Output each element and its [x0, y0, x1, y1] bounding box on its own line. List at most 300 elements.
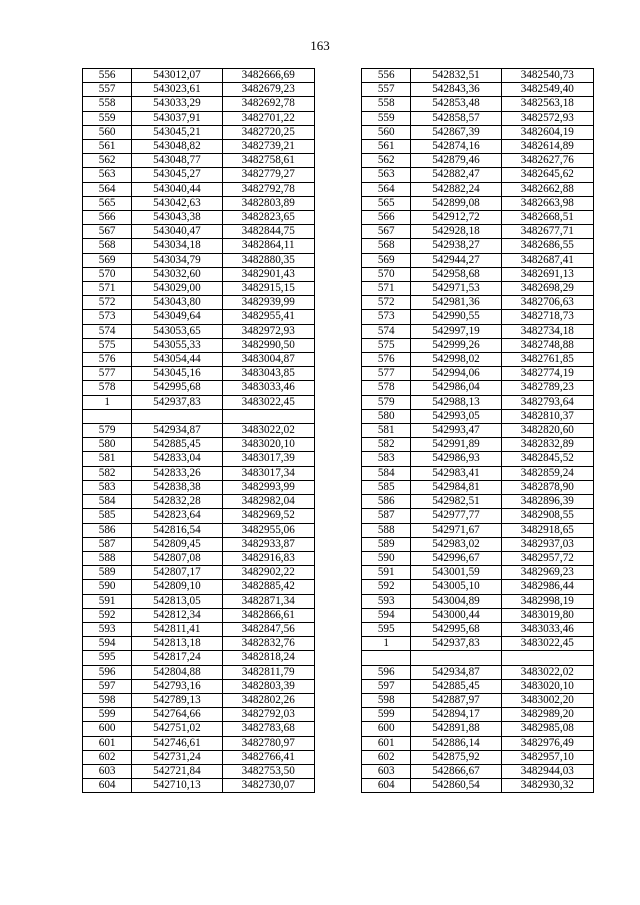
right-x-coordinate-cell: 542971,53 — [411, 282, 501, 296]
right-x-coordinate-cell: 543005,10 — [411, 580, 501, 594]
left-point-number-cell: 595 — [83, 651, 132, 665]
right-point-number-cell: 602 — [362, 750, 411, 764]
right-y-coordinate-cell: 3483033,46 — [501, 622, 593, 636]
table-row — [83, 509, 594, 523]
left-y-coordinate-cell: 3482758,61 — [222, 154, 314, 168]
right-x-coordinate-cell: 542958,68 — [411, 267, 501, 281]
table-row — [83, 622, 594, 636]
column-gap — [314, 69, 361, 83]
left-point-number-cell: 599 — [83, 708, 132, 722]
table-row — [83, 480, 594, 494]
left-y-coordinate-cell: 3483004,87 — [222, 353, 314, 367]
left-y-coordinate-cell: 3482803,89 — [222, 196, 314, 210]
right-point-number-cell: 572 — [362, 296, 411, 310]
left-y-coordinate-cell: 3482955,06 — [222, 523, 314, 537]
right-point-number-cell: 562 — [362, 154, 411, 168]
column-gap — [314, 154, 361, 168]
right-y-coordinate-cell: 3482748,88 — [501, 338, 593, 352]
right-y-coordinate-cell: 3482859,24 — [501, 466, 593, 480]
column-gap — [314, 452, 361, 466]
column-gap — [314, 708, 361, 722]
left-y-coordinate-cell: 3482972,93 — [222, 324, 314, 338]
right-point-number-cell: 576 — [362, 353, 411, 367]
right-x-coordinate-cell: 542993,05 — [411, 409, 501, 423]
left-point-number-cell: 593 — [83, 622, 132, 636]
right-x-coordinate-cell: 542886,14 — [411, 736, 501, 750]
right-x-coordinate-cell: 542986,93 — [411, 452, 501, 466]
left-x-coordinate-cell: 543034,18 — [132, 239, 222, 253]
right-y-coordinate-cell: 3483022,02 — [501, 665, 593, 679]
left-x-coordinate-cell: 543054,44 — [132, 353, 222, 367]
left-y-coordinate-cell: 3482739,21 — [222, 140, 314, 154]
left-x-coordinate-cell: 543049,64 — [132, 310, 222, 324]
left-x-coordinate-cell: 542809,10 — [132, 580, 222, 594]
left-point-number-cell: 581 — [83, 452, 132, 466]
left-x-coordinate-cell: 542838,38 — [132, 480, 222, 494]
left-y-coordinate-cell: 3482811,79 — [222, 665, 314, 679]
left-x-coordinate-cell: 542833,26 — [132, 466, 222, 480]
left-x-coordinate-cell: 542937,83 — [132, 395, 222, 409]
left-x-coordinate-cell: 543032,60 — [132, 267, 222, 281]
right-point-number-cell: 565 — [362, 196, 411, 210]
page-number: 163 — [310, 38, 330, 53]
left-x-coordinate-cell: 542816,54 — [132, 523, 222, 537]
column-gap — [314, 168, 361, 182]
left-y-coordinate-cell: 3482880,35 — [222, 253, 314, 267]
right-point-number-cell: 561 — [362, 140, 411, 154]
right-x-coordinate-cell: 542894,17 — [411, 708, 501, 722]
right-x-coordinate-cell: 542934,87 — [411, 665, 501, 679]
left-x-coordinate-cell: 542789,13 — [132, 693, 222, 707]
right-y-coordinate-cell: 3482686,55 — [501, 239, 593, 253]
left-y-coordinate-cell: 3483043,85 — [222, 367, 314, 381]
coordinate-table — [82, 68, 594, 793]
column-gap — [314, 140, 361, 154]
right-point-number-cell: 1 — [362, 637, 411, 651]
right-point-number-cell: 571 — [362, 282, 411, 296]
column-gap — [314, 537, 361, 551]
column-gap — [314, 211, 361, 225]
right-x-coordinate-cell: 542887,97 — [411, 693, 501, 707]
right-y-coordinate-cell: 3482627,76 — [501, 154, 593, 168]
right-y-coordinate-cell: 3482986,44 — [501, 580, 593, 594]
left-point-number-cell: 592 — [83, 608, 132, 622]
column-gap — [314, 764, 361, 778]
left-x-coordinate-cell: 543055,33 — [132, 338, 222, 352]
left-y-coordinate-cell: 3483017,39 — [222, 452, 314, 466]
column-gap — [314, 693, 361, 707]
right-point-number-cell: 575 — [362, 338, 411, 352]
left-y-coordinate-cell: 3482982,04 — [222, 495, 314, 509]
table-row — [83, 424, 594, 438]
left-y-coordinate-cell: 3482666,69 — [222, 69, 314, 83]
right-point-number-cell: 587 — [362, 509, 411, 523]
table-row — [83, 69, 594, 83]
left-y-coordinate-cell: 3482701,22 — [222, 111, 314, 125]
right-point-number-cell: 583 — [362, 452, 411, 466]
left-point-number-cell: 572 — [83, 296, 132, 310]
left-y-coordinate-cell: 3482792,03 — [222, 708, 314, 722]
right-x-coordinate-cell: 542875,92 — [411, 750, 501, 764]
table-row — [83, 750, 594, 764]
right-y-coordinate-cell: 3482957,10 — [501, 750, 593, 764]
left-y-coordinate-cell: 3483033,46 — [222, 381, 314, 395]
right-y-coordinate-cell: 3482957,72 — [501, 551, 593, 565]
table-row — [83, 409, 594, 423]
right-point-number-cell: 574 — [362, 324, 411, 338]
right-point-number-cell: 591 — [362, 566, 411, 580]
right-x-coordinate-cell: 542999,26 — [411, 338, 501, 352]
left-x-coordinate-cell: 543045,21 — [132, 125, 222, 139]
right-y-coordinate-cell: 3482549,40 — [501, 83, 593, 97]
right-y-coordinate-cell: 3483002,20 — [501, 693, 593, 707]
column-gap — [314, 296, 361, 310]
right-point-number-cell: 601 — [362, 736, 411, 750]
left-y-coordinate-cell — [222, 409, 314, 423]
right-y-coordinate-cell: 3483019,80 — [501, 608, 593, 622]
right-point-number-cell: 590 — [362, 551, 411, 565]
table-row — [83, 651, 594, 665]
right-point-number-cell: 603 — [362, 764, 411, 778]
right-y-coordinate-cell: 3482563,18 — [501, 97, 593, 111]
column-gap — [314, 367, 361, 381]
left-x-coordinate-cell: 542731,24 — [132, 750, 222, 764]
left-y-coordinate-cell: 3482832,76 — [222, 637, 314, 651]
right-x-coordinate-cell: 542853,48 — [411, 97, 501, 111]
table-row — [83, 239, 594, 253]
column-gap — [314, 580, 361, 594]
left-point-number-cell: 569 — [83, 253, 132, 267]
column-gap — [314, 466, 361, 480]
right-x-coordinate-cell: 542882,47 — [411, 168, 501, 182]
table-row — [83, 282, 594, 296]
right-x-coordinate-cell: 542912,72 — [411, 211, 501, 225]
table-row — [83, 665, 594, 679]
left-point-number-cell: 582 — [83, 466, 132, 480]
left-point-number-cell: 561 — [83, 140, 132, 154]
left-x-coordinate-cell: 543045,27 — [132, 168, 222, 182]
column-gap — [314, 111, 361, 125]
right-x-coordinate-cell: 542858,57 — [411, 111, 501, 125]
table-row — [83, 168, 594, 182]
right-x-coordinate-cell: 542867,39 — [411, 125, 501, 139]
right-point-number-cell: 578 — [362, 381, 411, 395]
right-y-coordinate-cell: 3482908,55 — [501, 509, 593, 523]
right-x-coordinate-cell: 542899,08 — [411, 196, 501, 210]
column-gap — [314, 196, 361, 210]
left-point-number-cell: 556 — [83, 69, 132, 83]
right-y-coordinate-cell: 3482734,18 — [501, 324, 593, 338]
left-point-number-cell: 585 — [83, 509, 132, 523]
column-gap — [314, 267, 361, 281]
table-row — [83, 225, 594, 239]
right-y-coordinate-cell: 3482774,19 — [501, 367, 593, 381]
left-point-number-cell: 578 — [83, 381, 132, 395]
right-x-coordinate-cell: 542993,47 — [411, 424, 501, 438]
column-gap — [314, 282, 361, 296]
column-gap — [314, 438, 361, 452]
left-point-number-cell: 604 — [83, 779, 132, 793]
right-y-coordinate-cell: 3482614,89 — [501, 140, 593, 154]
left-x-coordinate-cell: 543033,29 — [132, 97, 222, 111]
left-y-coordinate-cell: 3483017,34 — [222, 466, 314, 480]
column-gap — [314, 736, 361, 750]
right-x-coordinate-cell: 542994,06 — [411, 367, 501, 381]
column-gap — [314, 239, 361, 253]
left-point-number-cell: 559 — [83, 111, 132, 125]
left-x-coordinate-cell: 542809,45 — [132, 537, 222, 551]
table-row — [83, 182, 594, 196]
left-y-coordinate-cell: 3482871,34 — [222, 594, 314, 608]
column-gap — [314, 480, 361, 494]
left-x-coordinate-cell: 543034,79 — [132, 253, 222, 267]
right-x-coordinate-cell: 542928,18 — [411, 225, 501, 239]
left-point-number-cell: 1 — [83, 395, 132, 409]
left-x-coordinate-cell: 542807,08 — [132, 551, 222, 565]
table-row — [83, 381, 594, 395]
left-y-coordinate-cell: 3482866,61 — [222, 608, 314, 622]
left-y-coordinate-cell: 3482730,07 — [222, 779, 314, 793]
right-point-number-cell: 599 — [362, 708, 411, 722]
column-gap — [314, 551, 361, 565]
column-gap — [314, 310, 361, 324]
right-point-number-cell: 580 — [362, 409, 411, 423]
right-y-coordinate-cell: 3482820,60 — [501, 424, 593, 438]
right-y-coordinate-cell: 3482845,52 — [501, 452, 593, 466]
left-x-coordinate-cell: 543043,80 — [132, 296, 222, 310]
left-point-number-cell: 571 — [83, 282, 132, 296]
left-y-coordinate-cell: 3482792,78 — [222, 182, 314, 196]
table-row — [83, 679, 594, 693]
right-x-coordinate-cell: 542982,51 — [411, 495, 501, 509]
left-point-number-cell: 577 — [83, 367, 132, 381]
right-y-coordinate-cell: 3482793,64 — [501, 395, 593, 409]
table-row — [83, 196, 594, 210]
right-point-number-cell: 558 — [362, 97, 411, 111]
column-gap — [314, 409, 361, 423]
left-point-number-cell: 583 — [83, 480, 132, 494]
column-gap — [314, 594, 361, 608]
right-x-coordinate-cell: 543001,59 — [411, 566, 501, 580]
right-x-coordinate-cell: 542995,68 — [411, 622, 501, 636]
left-x-coordinate-cell: 543042,63 — [132, 196, 222, 210]
left-y-coordinate-cell: 3482779,27 — [222, 168, 314, 182]
right-y-coordinate-cell — [501, 651, 593, 665]
table-row — [83, 764, 594, 778]
left-point-number-cell: 565 — [83, 196, 132, 210]
right-point-number-cell: 595 — [362, 622, 411, 636]
left-point-number-cell: 600 — [83, 722, 132, 736]
left-x-coordinate-cell: 543037,91 — [132, 111, 222, 125]
column-gap — [314, 523, 361, 537]
left-point-number-cell: 586 — [83, 523, 132, 537]
right-y-coordinate-cell: 3482810,37 — [501, 409, 593, 423]
right-y-coordinate-cell: 3482691,13 — [501, 267, 593, 281]
column-gap — [314, 750, 361, 764]
right-y-coordinate-cell: 3482896,39 — [501, 495, 593, 509]
right-x-coordinate-cell: 542983,02 — [411, 537, 501, 551]
right-x-coordinate-cell: 542882,24 — [411, 182, 501, 196]
right-point-number-cell: 577 — [362, 367, 411, 381]
column-gap — [314, 353, 361, 367]
right-y-coordinate-cell: 3482668,51 — [501, 211, 593, 225]
right-y-coordinate-cell: 3482832,89 — [501, 438, 593, 452]
right-x-coordinate-cell: 543004,89 — [411, 594, 501, 608]
left-x-coordinate-cell: 542721,84 — [132, 764, 222, 778]
left-y-coordinate-cell: 3482802,26 — [222, 693, 314, 707]
left-y-coordinate-cell: 3483022,02 — [222, 424, 314, 438]
right-point-number-cell: 597 — [362, 679, 411, 693]
right-point-number-cell: 584 — [362, 466, 411, 480]
right-point-number-cell: 568 — [362, 239, 411, 253]
left-point-number-cell: 580 — [83, 438, 132, 452]
right-x-coordinate-cell: 542988,13 — [411, 395, 501, 409]
left-point-number-cell: 566 — [83, 211, 132, 225]
right-x-coordinate-cell: 542990,55 — [411, 310, 501, 324]
left-point-number-cell: 563 — [83, 168, 132, 182]
column-gap — [314, 395, 361, 409]
left-y-coordinate-cell: 3482823,65 — [222, 211, 314, 225]
column-gap — [314, 338, 361, 352]
left-point-number-cell: 594 — [83, 637, 132, 651]
left-y-coordinate-cell: 3482766,41 — [222, 750, 314, 764]
left-x-coordinate-cell: 543043,38 — [132, 211, 222, 225]
column-gap — [314, 566, 361, 580]
column-gap — [314, 253, 361, 267]
table-row — [83, 353, 594, 367]
left-y-coordinate-cell: 3482844,75 — [222, 225, 314, 239]
left-y-coordinate-cell: 3482933,87 — [222, 537, 314, 551]
left-y-coordinate-cell: 3482969,52 — [222, 509, 314, 523]
right-y-coordinate-cell: 3482989,20 — [501, 708, 593, 722]
right-x-coordinate-cell: 542981,36 — [411, 296, 501, 310]
right-point-number-cell: 598 — [362, 693, 411, 707]
left-point-number-cell: 574 — [83, 324, 132, 338]
right-x-coordinate-cell: 543000,44 — [411, 608, 501, 622]
left-point-number-cell: 597 — [83, 679, 132, 693]
right-x-coordinate-cell: 542983,41 — [411, 466, 501, 480]
right-y-coordinate-cell: 3482663,98 — [501, 196, 593, 210]
right-x-coordinate-cell: 542874,16 — [411, 140, 501, 154]
table-row — [83, 253, 594, 267]
column-gap — [314, 324, 361, 338]
coordinate-table-container — [82, 68, 594, 793]
table-row — [83, 310, 594, 324]
table-row — [83, 736, 594, 750]
right-point-number-cell: 589 — [362, 537, 411, 551]
left-point-number-cell: 602 — [83, 750, 132, 764]
left-point-number-cell: 575 — [83, 338, 132, 352]
right-point-number-cell: 592 — [362, 580, 411, 594]
left-point-number-cell: 560 — [83, 125, 132, 139]
right-x-coordinate-cell: 542997,19 — [411, 324, 501, 338]
right-y-coordinate-cell: 3482789,23 — [501, 381, 593, 395]
table-row — [83, 140, 594, 154]
table-row — [83, 111, 594, 125]
left-y-coordinate-cell: 3482902,22 — [222, 566, 314, 580]
right-point-number-cell: 604 — [362, 779, 411, 793]
table-row — [83, 452, 594, 466]
left-x-coordinate-cell: 542746,61 — [132, 736, 222, 750]
right-y-coordinate-cell: 3483020,10 — [501, 679, 593, 693]
table-row — [83, 466, 594, 480]
left-x-coordinate-cell: 542710,13 — [132, 779, 222, 793]
left-x-coordinate-cell: 542833,04 — [132, 452, 222, 466]
table-row — [83, 693, 594, 707]
right-point-number-cell: 559 — [362, 111, 411, 125]
table-row — [83, 438, 594, 452]
right-point-number-cell: 586 — [362, 495, 411, 509]
table-row — [83, 580, 594, 594]
left-x-coordinate-cell: 543053,65 — [132, 324, 222, 338]
right-y-coordinate-cell: 3482687,41 — [501, 253, 593, 267]
right-point-number-cell: 593 — [362, 594, 411, 608]
column-gap — [314, 637, 361, 651]
column-gap — [314, 665, 361, 679]
left-y-coordinate-cell: 3482847,56 — [222, 622, 314, 636]
right-y-coordinate-cell: 3482761,85 — [501, 353, 593, 367]
left-point-number-cell: 568 — [83, 239, 132, 253]
table-row — [83, 296, 594, 310]
left-x-coordinate-cell: 543045,16 — [132, 367, 222, 381]
right-point-number-cell: 564 — [362, 182, 411, 196]
right-point-number-cell: 581 — [362, 424, 411, 438]
left-y-coordinate-cell: 3482990,50 — [222, 338, 314, 352]
column-gap — [314, 651, 361, 665]
right-point-number-cell: 567 — [362, 225, 411, 239]
table-row — [83, 594, 594, 608]
right-y-coordinate-cell: 3482918,65 — [501, 523, 593, 537]
left-point-number-cell: 557 — [83, 83, 132, 97]
right-y-coordinate-cell: 3482662,88 — [501, 182, 593, 196]
right-point-number-cell: 585 — [362, 480, 411, 494]
right-y-coordinate-cell: 3482985,08 — [501, 722, 593, 736]
left-x-coordinate-cell: 542813,05 — [132, 594, 222, 608]
left-y-coordinate-cell: 3482780,97 — [222, 736, 314, 750]
left-y-coordinate-cell: 3482901,43 — [222, 267, 314, 281]
left-point-number-cell: 576 — [83, 353, 132, 367]
left-point-number-cell: 590 — [83, 580, 132, 594]
right-x-coordinate-cell: 542991,89 — [411, 438, 501, 452]
left-y-coordinate-cell: 3482864,11 — [222, 239, 314, 253]
left-x-coordinate-cell: 543048,82 — [132, 140, 222, 154]
table-row — [83, 97, 594, 111]
column-gap — [314, 424, 361, 438]
left-point-number-cell: 598 — [83, 693, 132, 707]
left-y-coordinate-cell: 3482753,50 — [222, 764, 314, 778]
table-row — [83, 338, 594, 352]
right-point-number-cell: 579 — [362, 395, 411, 409]
right-point-number-cell: 560 — [362, 125, 411, 139]
right-x-coordinate-cell: 542977,77 — [411, 509, 501, 523]
table-row — [83, 566, 594, 580]
left-y-coordinate-cell: 3482803,39 — [222, 679, 314, 693]
right-y-coordinate-cell: 3482645,62 — [501, 168, 593, 182]
table-row — [83, 367, 594, 381]
left-y-coordinate-cell: 3483020,10 — [222, 438, 314, 452]
right-point-number-cell: 570 — [362, 267, 411, 281]
left-y-coordinate-cell: 3482720,25 — [222, 125, 314, 139]
right-y-coordinate-cell: 3482706,63 — [501, 296, 593, 310]
left-x-coordinate-cell: 542934,87 — [132, 424, 222, 438]
right-point-number-cell: 557 — [362, 83, 411, 97]
left-y-coordinate-cell: 3482885,42 — [222, 580, 314, 594]
right-x-coordinate-cell: 542866,67 — [411, 764, 501, 778]
left-point-number-cell: 584 — [83, 495, 132, 509]
table-row — [83, 551, 594, 565]
left-y-coordinate-cell: 3482679,23 — [222, 83, 314, 97]
left-x-coordinate-cell: 543040,44 — [132, 182, 222, 196]
